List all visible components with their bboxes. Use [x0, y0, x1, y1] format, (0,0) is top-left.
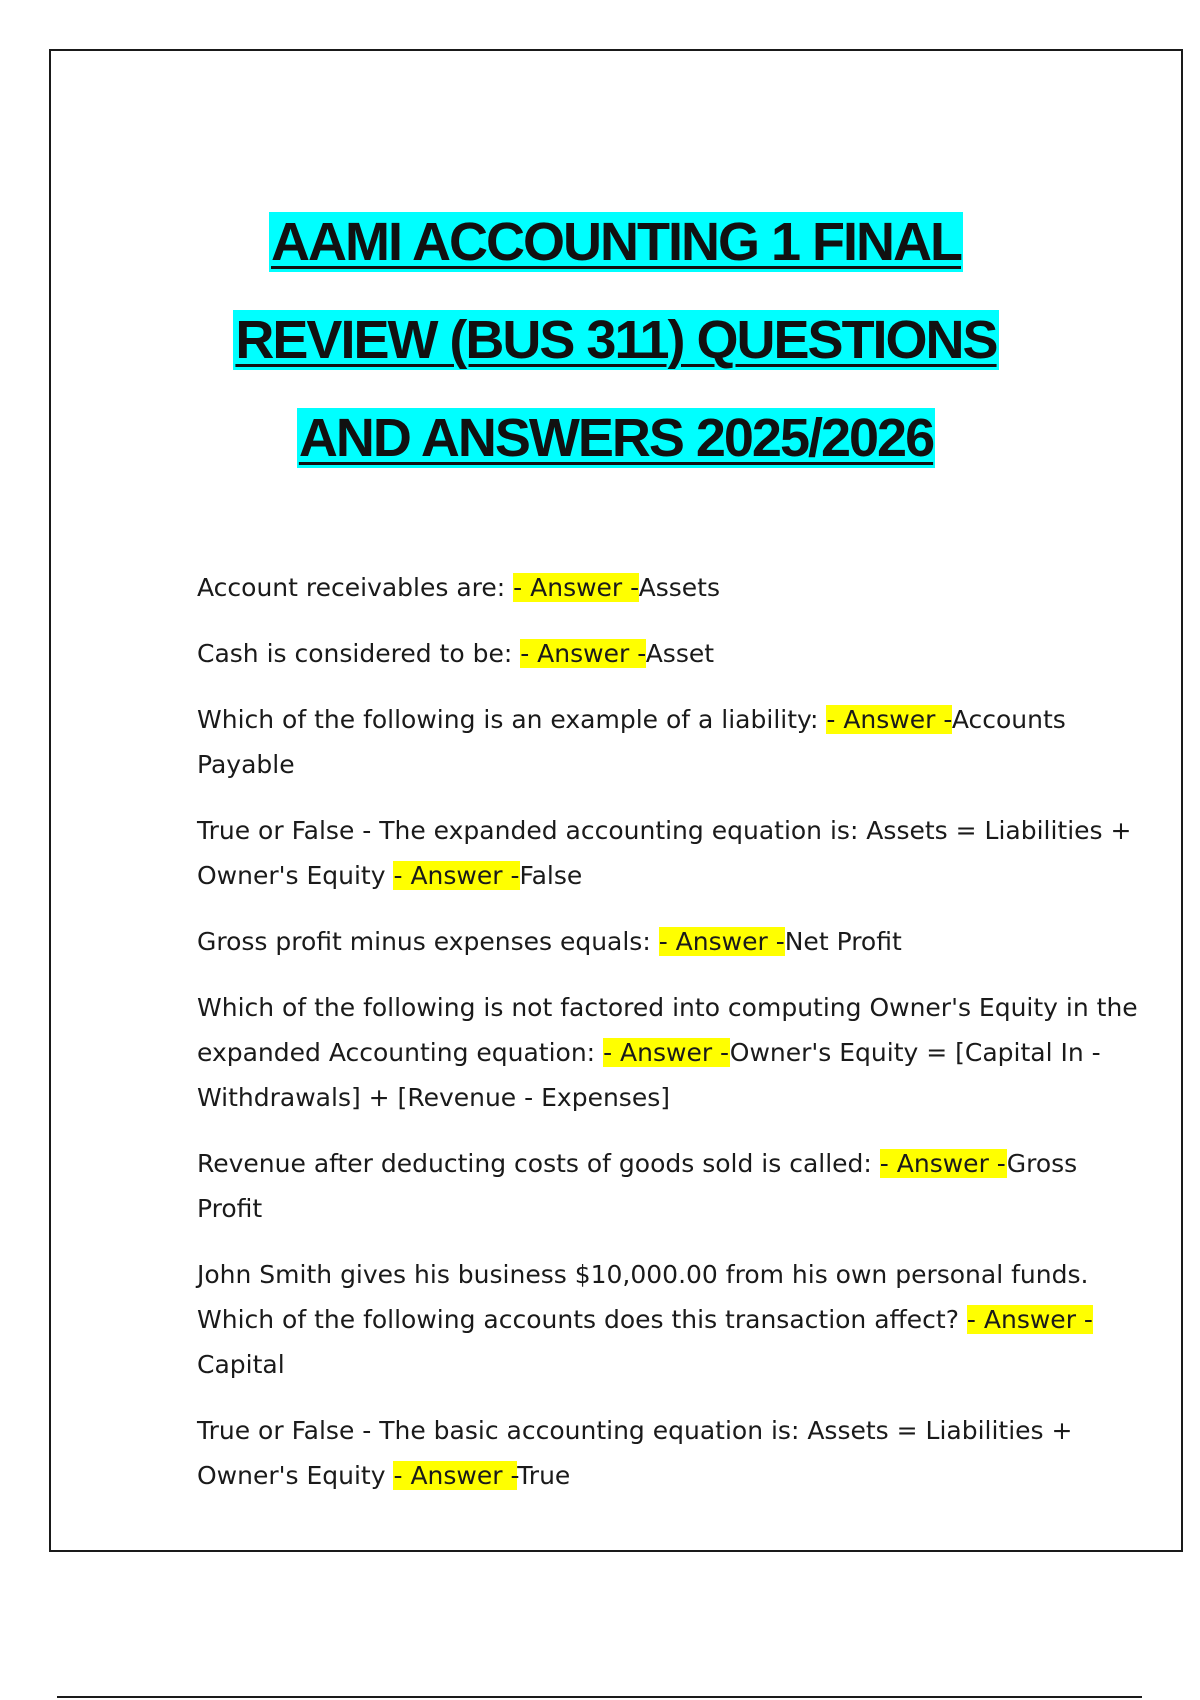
qa-item	[197, 919, 1147, 964]
answer-marker: - Answer -	[393, 861, 520, 890]
answer-marker: - Answer -	[520, 639, 646, 668]
qa-item	[197, 985, 1147, 1120]
answer-text: Gross Profit	[197, 1149, 1078, 1223]
page-bottom-divider	[57, 1696, 1142, 1698]
answer-text: Net Profit	[784, 927, 902, 956]
title-line-text: AND ANSWERS 2025/2026	[298, 408, 934, 468]
question-text: John Smith gives his business $10,000.00 from his own personal funds. Which of the following accounts does this transaction affect?	[197, 1260, 1089, 1334]
answer-marker: - Answer -	[603, 1038, 730, 1067]
document-page	[49, 49, 1183, 1552]
question-text: Revenue after deducting costs of goods sold is called:	[197, 1149, 880, 1178]
answer-text: False	[519, 861, 583, 890]
answer-marker: - Answer -	[879, 1149, 1007, 1178]
title-line-text: REVIEW (BUS 311) QUESTIONS	[235, 310, 997, 370]
qa-item	[197, 697, 1147, 787]
question-answer-list	[197, 565, 1147, 1519]
title-line	[51, 193, 1181, 291]
answer-marker: - Answer -	[393, 1461, 518, 1490]
title-line	[51, 389, 1181, 487]
answer-text: Owner's Equity = [Capital In - Withdrawals] + [Revenue - Expenses]	[197, 1038, 1101, 1112]
document-title	[51, 193, 1181, 487]
title-line-text: AAMI ACCOUNTING 1 FINAL	[271, 212, 961, 272]
answer-marker: - Answer -	[513, 573, 639, 602]
question-text: True or False - The basic accounting equation is: Assets = Liabilities + Owner's Equity	[197, 1416, 1073, 1490]
answer-text: Capital	[197, 1350, 285, 1379]
answer-text: Accounts Payable	[197, 705, 1066, 779]
question-text: Cash is considered to be:	[197, 639, 521, 668]
question-text: Which of the following is not factored into computing Owner's Equity in the expanded Accounting equation:	[197, 993, 1138, 1067]
answer-marker: - Answer -	[966, 1305, 1093, 1334]
qa-item	[197, 1408, 1147, 1498]
answer-text: Asset	[645, 639, 715, 668]
question-text: Gross profit minus expenses equals:	[197, 927, 659, 956]
answer-marker: - Answer -	[826, 705, 952, 734]
answer-marker: - Answer -	[658, 927, 785, 956]
answer-text: True	[517, 1461, 571, 1490]
qa-item	[197, 1252, 1147, 1387]
qa-item	[197, 565, 1147, 610]
qa-item	[197, 631, 1147, 676]
title-line	[51, 291, 1181, 389]
question-text: Account receivables are:	[197, 573, 514, 602]
qa-item	[197, 808, 1147, 898]
answer-text: Assets	[638, 573, 720, 602]
question-text: True or False - The expanded accounting equation is: Assets = Liabilities + Owner's Equity	[197, 816, 1132, 890]
question-text: Which of the following is an example of a liability:	[197, 705, 827, 734]
qa-item	[197, 1141, 1147, 1231]
